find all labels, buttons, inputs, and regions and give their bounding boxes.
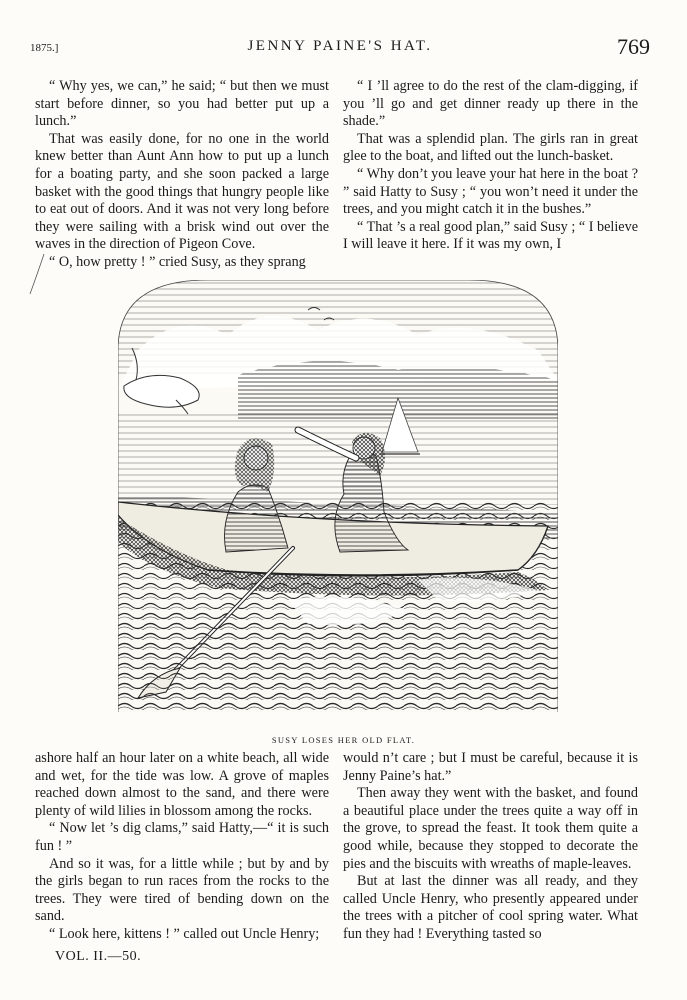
paragraph: “ I ’ll agree to do the rest of the clam-digging, if you ’ll go and get dinner ready up there in the shade.” <box>343 78 638 130</box>
page-header <box>30 34 650 58</box>
paragraph: “ Now let ’s dig clams,” said Hatty,—“ it is such fun ! ” <box>35 820 329 854</box>
paragraph: would n’t care ; but I must be careful, because it is Jenny Paine’s hat.” <box>343 750 638 784</box>
page-number: 769 <box>617 34 650 59</box>
paragraph: “ O, how pretty ! ” cried Susy, as they sprang <box>49 253 306 270</box>
top-right-column <box>343 78 638 254</box>
boat-engraving <box>118 280 558 712</box>
illustration-caption: SUSY LOSES HER OLD FLAT. <box>271 735 416 745</box>
header-year: 1875.] <box>30 42 59 54</box>
volume-signature: VOL. II.—50. <box>55 948 142 964</box>
paragraph: That was easily done, for no one in the world knew better than Aunt Ann how to put up a lunch for a boating party, and she soon packed a large basket with the good things that hungry people like to eat out of doors. And it was not very long before they were sailing with a brisk wind out over the waves in the direction of Pigeon Cove. <box>35 130 329 253</box>
paragraph: “ That ’s a real good plan,” said Susy ; “ I believe I will leave it here. If it was my own, I <box>343 218 638 253</box>
paragraph: But at last the dinner was all ready, and they called Uncle Henry, who presently appeared under the trees with a pitcher of cool spring water. What fun they had ! Everything tasted so <box>343 873 638 942</box>
bottom-right-column <box>343 750 638 944</box>
paragraph: “ Look here, kittens ! ” called out Uncle Henry; <box>49 925 320 942</box>
paragraph: “ Why yes, we can,” he said; “ but then we must start before dinner, so you had better put up a lunch.” <box>35 78 329 130</box>
paragraph: That was a splendid plan. The girls ran in great glee to the boat, and lifted out the lunch-basket. <box>343 130 638 165</box>
paragraph: ashore half an hour later on a white beach, all wide and wet, for the tide was low. A grove of maples reached down almost to the sand, and there were plenty of wild lilies in blossom among the rocks. <box>35 750 329 819</box>
paragraph: And so it was, for a little while ; but by and by the girls began to run races from the rocks to the trees. They were tired of bending down on the sand. <box>35 855 329 925</box>
engraving-illustration <box>118 280 558 712</box>
top-left-column <box>35 78 329 272</box>
paragraph: Then away they went with the basket, and found a beautiful place under the trees quite a way off in the grove, to spread the feast. It took them quite a good while, because they stopped to decorate the pies and the biscuits with wreaths of maple-leaves. <box>343 785 638 872</box>
paragraph: “ Why don’t you leave your hat here in the boat ? ” said Hatty to Susy ; “ you won’t need it under the trees, and you might catch it in the bushes.” <box>343 165 638 218</box>
pencil-mark <box>28 252 46 296</box>
bottom-left-column <box>35 750 329 965</box>
running-title: JENNY PAINE'S HAT. <box>247 38 433 54</box>
